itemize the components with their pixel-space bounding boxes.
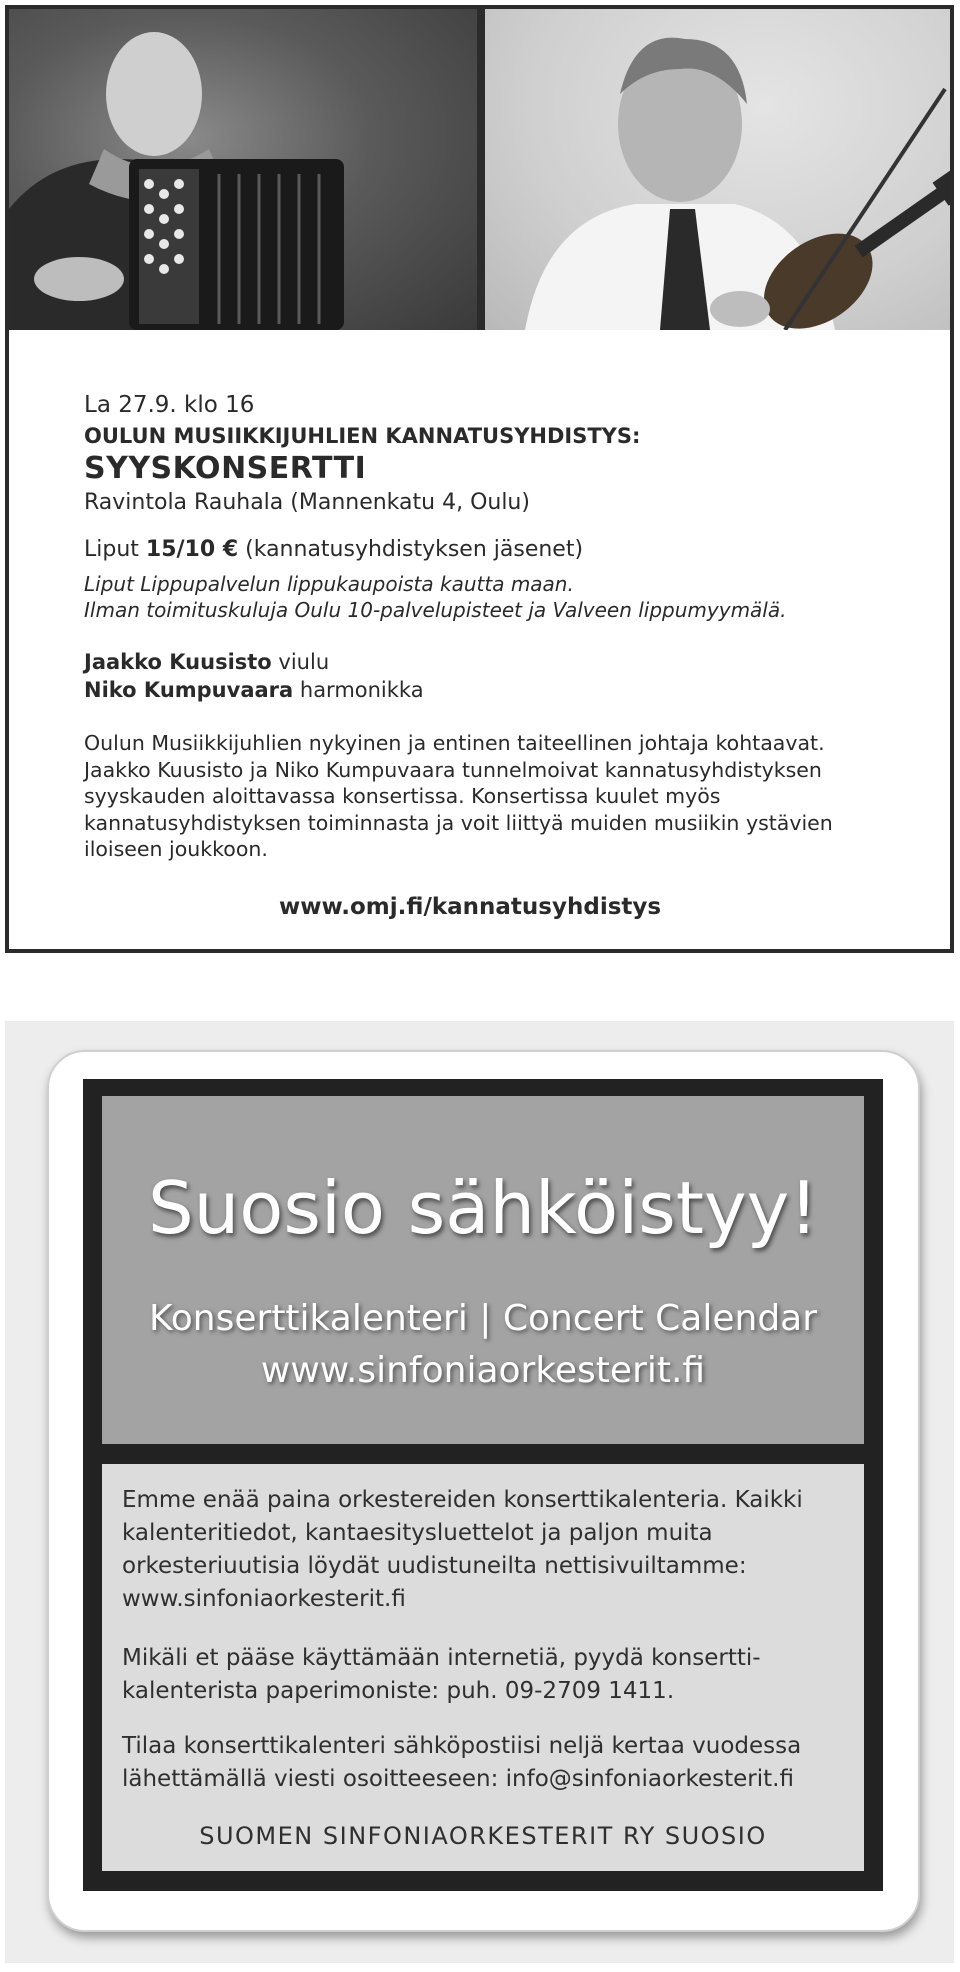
ticket-prices xyxy=(84,537,583,562)
tickets-price: 15/10 € xyxy=(145,537,239,562)
suosio-headline: Suosio sähköistyy! xyxy=(147,1166,819,1250)
accordionist-illustration xyxy=(9,9,477,330)
concert-ad xyxy=(5,5,954,953)
suosio-header-panel xyxy=(102,1096,864,1444)
performer-2 xyxy=(84,678,424,702)
performer-2-name: Niko Kumpuvaara xyxy=(84,678,294,702)
concert-date: La 27.9. klo 16 xyxy=(84,392,255,418)
concert-venue: Ravintola Rauhala (Mannenkatu 4, Oulu) xyxy=(84,490,530,515)
suosio-ad xyxy=(5,1021,954,1963)
calendar-website-link[interactable]: www.sinfoniaorkesterit.fi xyxy=(260,1350,706,1391)
performer-1 xyxy=(84,650,329,674)
violinist-photo xyxy=(485,9,950,330)
tickets-prefix: Liput xyxy=(84,537,146,562)
info-paragraph-1: Emme enää paina orkestereiden konserttikalenteria. Kaikki kalenteritiedot, kantaesitysluettelot ja paljon muita orkesteriuutisia löydät uudistuneilta nettisivuiltamme: www.sinfoniaorkesterit.fi xyxy=(122,1487,803,1612)
info-paragraph-2: Mikäli et pääse käyttämään internetiä, pyydä konsertti-kalenterista paperimoniste: puh. 09-2709 1411. xyxy=(122,1645,761,1704)
suosio-info-panel xyxy=(102,1464,864,1871)
performer-1-name: Jaakko Kuusisto xyxy=(84,650,272,674)
ticket-sales-line2: Ilman toimituskuluja Oulu 10-palvelupisteet ja Valveen lippumyymälä. xyxy=(84,598,787,622)
violinist-illustration xyxy=(485,9,950,330)
concert-title: SYYSKONSERTTI xyxy=(84,451,367,486)
performer-1-instrument: viulu xyxy=(271,650,330,674)
ticket-sales-line1: Liput Lippupalvelun lippukaupoista kautta maan. xyxy=(84,572,574,596)
tickets-suffix: (kannatusyhdistyksen jäsenet) xyxy=(238,537,584,562)
info-paragraph-3: Tilaa konserttikalenteri sähköpostiisi neljä kertaa vuodessa lähettämällä viesti osoitteeseen: info@sinfoniaorkesterit.fi xyxy=(122,1733,802,1792)
concert-description: Oulun Musiikkijuhlien nykyinen ja entinen taiteellinen johtaja kohtaavat. Jaakko Kuusisto ja Niko Kumpuvaara tunnelmoivat kannatusyhdistyksen syyskauden aloittavassa konsertissa. Konsertissa kuulet myös kannatusyhdistyksen toiminnasta ja voit liittyä muiden musiikin ystävien iloiseen joukkoon. xyxy=(84,731,833,861)
performer-2-instrument: harmonikka xyxy=(293,678,424,702)
organizer-name: OULUN MUSIIKKIJUHLIEN KANNATUSYHDISTYS: xyxy=(84,424,641,448)
accordionist-photo xyxy=(9,9,477,330)
concert-url-link[interactable]: www.omj.fi/kannatusyhdistys xyxy=(279,894,662,920)
photo-divider xyxy=(477,9,485,330)
calendar-subtitle: Konserttikalenteri | Concert Calendar xyxy=(148,1298,818,1339)
suosio-frame xyxy=(83,1079,883,1891)
suosio-card xyxy=(47,1050,920,1932)
suosio-footer: SUOMEN SINFONIAORKESTERIT RY SUOSIO xyxy=(199,1822,767,1850)
